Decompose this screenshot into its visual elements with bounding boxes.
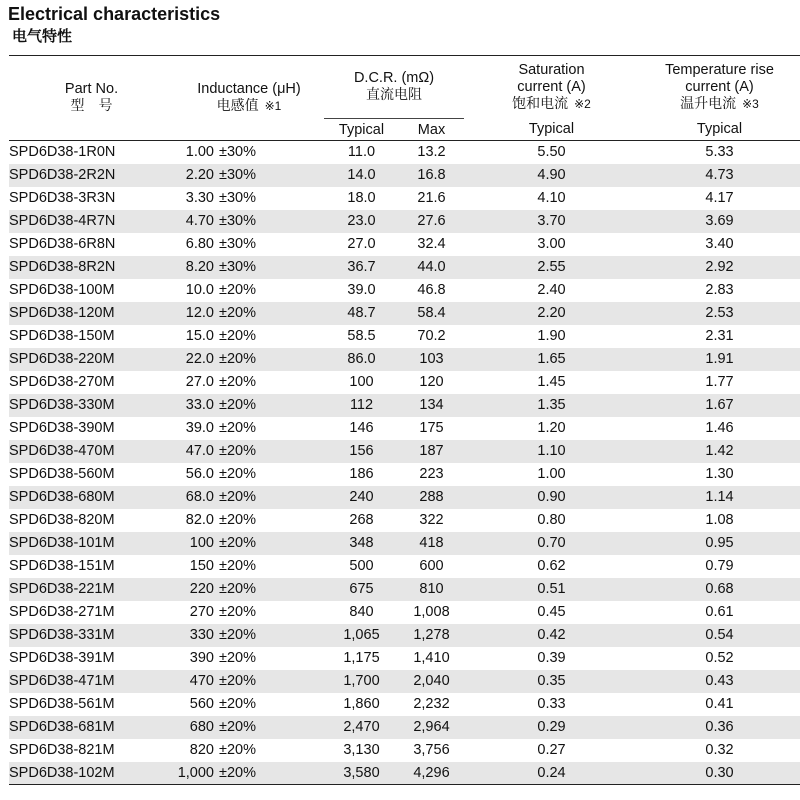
dcr-typical: 86.0 (347, 351, 376, 367)
inductance-tolerance: ±30% (219, 259, 256, 275)
inductance (174, 256, 324, 279)
table-row (9, 348, 800, 371)
header-saturation-en1: Saturation (518, 61, 585, 78)
inductance (174, 233, 324, 256)
saturation-current: 0.29 (537, 719, 566, 735)
part-number: SPD6D38-1R0N (9, 144, 116, 161)
saturation-current: 0.62 (537, 558, 566, 574)
dcr-typical: 3,130 (343, 742, 380, 758)
inductance-value: 47.0 (185, 443, 214, 459)
inductance-tolerance: ±20% (219, 420, 256, 436)
inductance (174, 187, 324, 210)
temp-rise-current: 0.36 (705, 719, 734, 735)
temp-rise-current: 4.17 (705, 190, 734, 206)
inductance-tolerance: ±20% (219, 282, 256, 298)
part-number: SPD6D38-330M (9, 397, 115, 413)
saturation-current: 0.45 (537, 604, 566, 620)
dcr-typical: 348 (349, 535, 374, 551)
inductance-tolerance: ±30% (219, 190, 256, 206)
inductance (174, 670, 324, 693)
header-saturation (464, 56, 639, 119)
inductance-value: 56.0 (185, 466, 214, 482)
inductance-value: 1.00 (185, 144, 214, 161)
part-number: SPD6D38-470M (9, 443, 115, 459)
table-row (9, 693, 800, 716)
inductance (174, 532, 324, 555)
subheader-dcr-typical: Typical (338, 121, 385, 138)
inductance-value: 560 (189, 696, 214, 712)
saturation-current: 0.90 (537, 489, 566, 505)
table-row (9, 394, 800, 417)
inductance-value: 270 (189, 604, 214, 620)
inductance (174, 279, 324, 302)
table-row (9, 670, 800, 693)
inductance-tolerance: ±30% (219, 144, 256, 161)
table-row (9, 256, 800, 279)
subheader-saturation-typical: Typical (528, 121, 575, 138)
header-saturation-zh: 饱和电流 (512, 95, 569, 112)
inductance-tolerance: ±20% (219, 328, 256, 344)
table-row (9, 532, 800, 555)
table-row (9, 463, 800, 486)
inductance-value: 12.0 (185, 305, 214, 321)
inductance-value: 27.0 (185, 374, 214, 390)
part-number: SPD6D38-2R2N (9, 167, 116, 183)
dcr-typical: 11.0 (347, 144, 376, 161)
dcr-typical: 1,860 (343, 696, 380, 712)
inductance (174, 210, 324, 233)
temp-rise-current: 1.30 (705, 466, 734, 482)
part-number: SPD6D38-270M (9, 374, 115, 390)
inductance (174, 486, 324, 509)
header-dcr-zh: 直流电阻 (366, 87, 422, 103)
table-row (9, 578, 800, 601)
temp-rise-current: 0.54 (705, 627, 734, 643)
temp-rise-current: 2.53 (705, 305, 734, 321)
header-temp-rise (639, 56, 800, 119)
temp-rise-current: 0.32 (705, 742, 734, 758)
temp-rise-current: 0.95 (705, 535, 734, 551)
dcr-typical: 675 (349, 581, 374, 597)
header-inductance-en: Inductance (μH) (197, 81, 301, 97)
header-part-no (9, 56, 174, 141)
table-row (9, 601, 800, 624)
part-number: SPD6D38-561M (9, 696, 115, 712)
temp-rise-current: 1.46 (705, 420, 734, 436)
temp-rise-current: 1.14 (705, 489, 734, 505)
dcr-typical: 500 (349, 558, 374, 574)
saturation-current: 3.00 (537, 236, 566, 252)
inductance-value: 3.30 (185, 190, 214, 206)
temp-rise-current: 3.40 (705, 236, 734, 252)
saturation-current: 1.45 (537, 374, 566, 390)
part-number: SPD6D38-820M (9, 512, 115, 528)
inductance-value: 220 (189, 581, 214, 597)
header-saturation-en2: current (A) (517, 78, 586, 95)
temp-rise-current: 2.31 (705, 328, 734, 344)
dcr-typical: 112 (349, 397, 374, 413)
saturation-current: 1.35 (537, 397, 566, 413)
part-number: SPD6D38-391M (9, 650, 115, 666)
inductance-tolerance: ±20% (219, 581, 256, 597)
table-row (9, 279, 800, 302)
subheader-temp-rise-typical: Typical (696, 121, 743, 138)
inductance (174, 325, 324, 348)
dcr-typical: 27.0 (347, 236, 376, 252)
header-temp-rise-en2: current (A) (685, 78, 754, 95)
temp-rise-current: 3.69 (705, 213, 734, 229)
dcr-max: 32.4 (417, 236, 446, 252)
dcr-max: 1,410 (413, 650, 450, 666)
inductance-tolerance: ±20% (219, 535, 256, 551)
dcr-max: 187 (419, 443, 444, 459)
inductance-tolerance: ±30% (219, 236, 256, 252)
saturation-current: 0.35 (537, 673, 566, 689)
inductance (174, 348, 324, 371)
inductance (174, 440, 324, 463)
dcr-max: 418 (419, 535, 444, 551)
header-dcr (324, 56, 464, 119)
header-inductance-zh: 电感值 (216, 98, 259, 114)
inductance-value: 39.0 (185, 420, 214, 436)
inductance (174, 693, 324, 716)
dcr-max: 27.6 (417, 213, 446, 229)
dcr-max: 288 (419, 489, 444, 505)
temp-rise-current: 0.41 (705, 696, 734, 712)
saturation-current: 1.90 (537, 328, 566, 344)
table-row (9, 187, 800, 210)
inductance-tolerance: ±20% (219, 650, 256, 666)
saturation-current: 0.80 (537, 512, 566, 528)
dcr-max: 13.2 (417, 144, 446, 161)
dcr-max: 70.2 (417, 328, 446, 344)
dcr-max: 44.0 (417, 259, 446, 275)
inductance-tolerance: ±20% (219, 719, 256, 735)
inductance (174, 578, 324, 601)
temp-rise-current: 4.73 (705, 167, 734, 183)
header-temp-rise-zh: 温升电流 (680, 95, 737, 112)
dcr-max: 3,756 (413, 742, 450, 758)
header-inductance-note: ※1 (264, 99, 282, 113)
dcr-max: 1,008 (413, 604, 450, 620)
saturation-current: 5.50 (537, 144, 566, 161)
inductance-tolerance: ±20% (219, 742, 256, 758)
table-row (9, 233, 800, 256)
temp-rise-current: 2.83 (705, 282, 734, 298)
dcr-max: 4,296 (413, 764, 450, 781)
table-row (9, 624, 800, 647)
temp-rise-current: 2.92 (705, 259, 734, 275)
part-number: SPD6D38-101M (9, 535, 115, 551)
table-row (9, 164, 800, 187)
part-number: SPD6D38-220M (9, 351, 115, 367)
table-row (9, 302, 800, 325)
inductance (174, 762, 324, 785)
dcr-max: 175 (419, 420, 444, 436)
saturation-current: 2.55 (537, 259, 566, 275)
dcr-typical: 1,065 (343, 627, 380, 643)
inductance (174, 371, 324, 394)
header-inductance (174, 56, 324, 141)
inductance-value: 390 (189, 650, 214, 666)
table-row (9, 555, 800, 578)
part-number: SPD6D38-271M (9, 604, 115, 620)
temp-rise-current: 5.33 (705, 144, 734, 161)
part-number: SPD6D38-151M (9, 558, 115, 574)
dcr-max: 1,278 (413, 627, 450, 643)
inductance-value: 8.20 (185, 259, 214, 275)
electrical-characteristics-table (9, 55, 800, 785)
temp-rise-current: 1.42 (705, 443, 734, 459)
subheader-dcr-max: Max (417, 121, 446, 138)
dcr-typical: 1,700 (343, 673, 380, 689)
saturation-current: 0.70 (537, 535, 566, 551)
header-part-en: Part No. (64, 81, 119, 97)
temp-rise-current: 1.67 (705, 397, 734, 413)
table-row (9, 210, 800, 233)
dcr-max: 322 (419, 512, 444, 528)
part-number: SPD6D38-331M (9, 627, 115, 643)
table-row (9, 141, 800, 164)
saturation-current: 0.33 (537, 696, 566, 712)
inductance-tolerance: ±20% (219, 305, 256, 321)
inductance-value: 330 (189, 627, 214, 643)
inductance-value: 6.80 (185, 236, 214, 252)
inductance-value: 2.20 (185, 167, 214, 183)
inductance-value: 4.70 (185, 213, 214, 229)
part-number: SPD6D38-471M (9, 673, 115, 689)
header-saturation-note: ※2 (574, 96, 591, 111)
page-title: Electrical characteristics (8, 4, 221, 24)
saturation-current: 3.70 (537, 213, 566, 229)
dcr-typical: 840 (349, 604, 374, 620)
part-number: SPD6D38-120M (9, 305, 115, 321)
saturation-current: 0.51 (537, 581, 566, 597)
dcr-max: 46.8 (417, 282, 446, 298)
part-number: SPD6D38-221M (9, 581, 115, 597)
inductance (174, 647, 324, 670)
temp-rise-current: 0.61 (705, 604, 734, 620)
saturation-current: 4.10 (537, 190, 566, 206)
dcr-max: 810 (419, 581, 444, 597)
temp-rise-current: 1.91 (705, 351, 734, 367)
inductance (174, 624, 324, 647)
inductance-tolerance: ±20% (219, 673, 256, 689)
saturation-current: 1.20 (537, 420, 566, 436)
table-body (9, 141, 800, 785)
inductance-tolerance: ±20% (219, 374, 256, 390)
part-number: SPD6D38-102M (9, 764, 115, 781)
inductance-tolerance: ±20% (219, 443, 256, 459)
part-number: SPD6D38-681M (9, 719, 115, 735)
inductance (174, 555, 324, 578)
saturation-current: 0.39 (537, 650, 566, 666)
header-part-zh: 型 号 (70, 98, 113, 114)
dcr-typical: 2,470 (343, 719, 380, 735)
dcr-max: 600 (419, 558, 444, 574)
inductance (174, 463, 324, 486)
inductance-tolerance: ±20% (219, 764, 256, 781)
part-number: SPD6D38-4R7N (9, 213, 116, 229)
dcr-max: 223 (419, 466, 444, 482)
part-number: SPD6D38-680M (9, 489, 115, 505)
temp-rise-current: 1.08 (705, 512, 734, 528)
inductance-value: 150 (189, 558, 214, 574)
dcr-max: 2,232 (413, 696, 450, 712)
temp-rise-current: 0.79 (705, 558, 734, 574)
inductance (174, 302, 324, 325)
dcr-max: 16.8 (417, 167, 446, 183)
inductance-tolerance: ±20% (219, 466, 256, 482)
part-number: SPD6D38-3R3N (9, 190, 116, 206)
saturation-current: 4.90 (537, 167, 566, 183)
table-row (9, 486, 800, 509)
table-row (9, 762, 800, 785)
table-row (9, 371, 800, 394)
table-row (9, 716, 800, 739)
dcr-typical: 58.5 (347, 328, 376, 344)
part-number: SPD6D38-821M (9, 742, 115, 758)
temp-rise-current: 0.68 (705, 581, 734, 597)
inductance-value: 22.0 (185, 351, 214, 367)
inductance (174, 601, 324, 624)
dcr-typical: 1,175 (343, 650, 380, 666)
saturation-current: 2.40 (537, 282, 566, 298)
page-subtitle-zh: 电气特性 (12, 27, 73, 45)
saturation-current: 1.00 (537, 466, 566, 482)
inductance-tolerance: ±20% (219, 397, 256, 413)
temp-rise-current: 0.52 (705, 650, 734, 666)
dcr-typical: 146 (349, 420, 374, 436)
dcr-typical: 23.0 (347, 213, 376, 229)
part-number: SPD6D38-560M (9, 466, 115, 482)
inductance-tolerance: ±30% (219, 213, 256, 229)
table-row (9, 739, 800, 762)
temp-rise-current: 1.77 (705, 374, 734, 390)
inductance-tolerance: ±20% (219, 512, 256, 528)
inductance-value: 820 (189, 742, 214, 758)
dcr-typical: 36.7 (347, 259, 376, 275)
inductance (174, 394, 324, 417)
inductance-value: 15.0 (185, 328, 214, 344)
inductance (174, 509, 324, 532)
inductance (174, 141, 324, 164)
inductance-value: 100 (189, 535, 214, 551)
inductance-value: 470 (189, 673, 214, 689)
dcr-max: 120 (419, 374, 444, 390)
inductance-value: 680 (189, 719, 214, 735)
dcr-typical: 186 (349, 466, 374, 482)
inductance-tolerance: ±20% (219, 489, 256, 505)
inductance (174, 716, 324, 739)
temp-rise-current: 0.30 (705, 764, 734, 781)
dcr-max: 134 (419, 397, 444, 413)
dcr-typical: 48.7 (347, 305, 376, 321)
saturation-current: 0.27 (537, 742, 566, 758)
table-row (9, 440, 800, 463)
inductance-value: 82.0 (185, 512, 214, 528)
part-number: SPD6D38-150M (9, 328, 115, 344)
inductance (174, 164, 324, 187)
table-row (9, 325, 800, 348)
header-dcr-en: D.C.R. (mΩ) (353, 70, 435, 86)
inductance-tolerance: ±20% (219, 351, 256, 367)
dcr-typical: 3,580 (343, 764, 380, 781)
saturation-current: 1.65 (537, 351, 566, 367)
inductance-tolerance: ±20% (219, 558, 256, 574)
part-number: SPD6D38-6R8N (9, 236, 116, 252)
inductance-value: 10.0 (185, 282, 214, 298)
dcr-typical: 240 (349, 489, 374, 505)
temp-rise-current: 0.43 (705, 673, 734, 689)
saturation-current: 0.24 (537, 764, 566, 781)
dcr-max: 21.6 (417, 190, 446, 206)
inductance-tolerance: ±20% (219, 604, 256, 620)
dcr-max: 2,964 (413, 719, 450, 735)
dcr-max: 2,040 (413, 673, 450, 689)
part-number: SPD6D38-390M (9, 420, 115, 436)
inductance-tolerance: ±30% (219, 167, 256, 183)
header-temp-rise-note: ※3 (742, 96, 759, 111)
part-number: SPD6D38-100M (9, 282, 115, 298)
saturation-current: 2.20 (537, 305, 566, 321)
dcr-typical: 18.0 (347, 190, 376, 206)
part-number: SPD6D38-8R2N (9, 259, 116, 275)
saturation-current: 1.10 (537, 443, 566, 459)
table-row (9, 647, 800, 670)
dcr-typical: 100 (349, 374, 374, 390)
dcr-typical: 39.0 (347, 282, 376, 298)
dcr-typical: 156 (349, 443, 374, 459)
header-row (9, 56, 800, 119)
dcr-max: 103 (419, 351, 444, 367)
inductance-value: 33.0 (185, 397, 214, 413)
header-temp-rise-en1: Temperature rise (665, 61, 774, 78)
inductance-value: 68.0 (185, 489, 214, 505)
table-row (9, 417, 800, 440)
dcr-typical: 14.0 (347, 167, 376, 183)
inductance (174, 739, 324, 762)
table-row (9, 509, 800, 532)
inductance-tolerance: ±20% (219, 696, 256, 712)
inductance-value: 1,000 (177, 764, 214, 781)
saturation-current: 0.42 (537, 627, 566, 643)
dcr-max: 58.4 (417, 305, 446, 321)
dcr-typical: 268 (349, 512, 374, 528)
inductance-tolerance: ±20% (219, 627, 256, 643)
inductance (174, 417, 324, 440)
